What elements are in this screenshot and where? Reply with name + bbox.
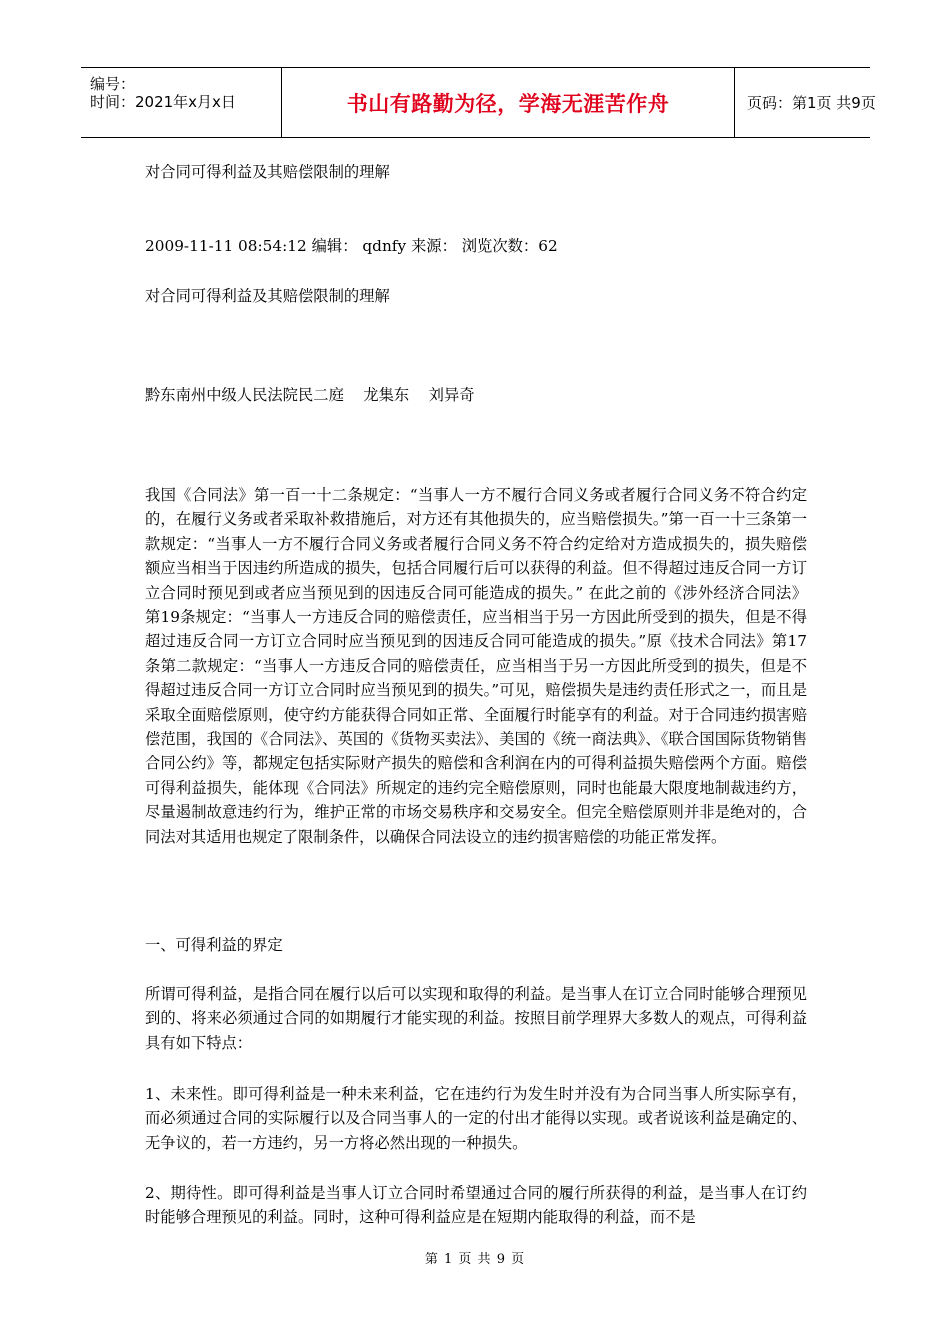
page-header bbox=[81, 67, 876, 138]
paragraph-expectancy: 2、期待性。即可得利益是当事人订立合同时希望通过合同的履行所获得的利益，是当事人在订约时能够合理预见的利益。同时，这种可得利益应是在短期内能取得的利益，而不是 bbox=[145, 1184, 807, 1227]
header-motto: 书山有路勤为径，学海无涯苦作舟 bbox=[346, 91, 670, 116]
document-title: 对合同可得利益及其赔偿限制的理解 bbox=[145, 163, 390, 181]
header-page-code: 页码：第1页 共9页 bbox=[747, 94, 876, 112]
document-authors: 黔东南州中级人民法院民二庭 龙集东 刘异奇 bbox=[145, 386, 475, 404]
paragraph-futurity: 1、未来性。即可得利益是一种未来利益，它在违约行为发生时并没有为合同当事人所实际享有，而必须通过合同的实际履行以及合同当事人的一定的付出才能得以实现。或者说该利益是确定的、无争议的，若一方违约，另一方将必然出现的一种损失。 bbox=[145, 1085, 807, 1152]
header-motto-cell bbox=[282, 68, 735, 137]
section-heading: 一、可得利益的界定 bbox=[145, 936, 283, 954]
document-title-repeat: 对合同可得利益及其赔偿限制的理解 bbox=[145, 287, 390, 305]
paragraph-intro: 我国《合同法》第一百一十二条规定：“当事人一方不履行合同义务或者履行合同义务不符合约定的，在履行义务或者采取补救措施后，对方还有其他损失的，应当赔偿损失。”第一百一十三条第一款规定：“当事人一方不履行合同义务或者履行合同义务不符合约定给对方造成损失的，损失赔偿额应当相当于因违约所造成的损失，包括合同履行后可以获得的利益。但不得超过违反合同一方订立合同时预见到或者应当预见到的因违反合同可能造成的损失。” 在此之前的《涉外经济合同法》第19条规定：“当事人一方违反合同的赔偿责任，应当相当于另一方因此所受到的损失，但是不得超过违反合同一方订立合同时应当预见到的因违反合同可能造成的损失。”原《技术合同法》第17条第二款规定：“当事人一方违反合同的赔偿责任，应当相当于另一方因此所受到的损失，但是不得超过违反合同一方订立合同时应当预见到的损失。”可见，赔偿损失是违约责任形式之一，而且是采取全面赔偿原则，使守约方能获得合同如正常、全面履行时能享有的利益。对于合同违约损害赔偿范围，我国的《合同法》、英国的《货物买卖法》、美国的《统一商法典》、《联合国国际货物销售合同公约》等，都规定包括实际财产损失的赔偿和含利润在内的可得利益损失赔偿两个方面。赔偿可得利益损失，能体现《合同法》所规定的违约完全赔偿原则，同时也能最大限度地制裁违约方，尽量遏制故意违约行为，维护正常的市场交易秩序和交易安全。但完全赔偿原则并非是绝对的，合同法对其适用也规定了限制条件，以确保合同法设立的违约损害赔偿的功能正常发挥。 bbox=[145, 486, 807, 846]
document-meta: 2009-11-11 08:54:12 编辑： qdnfy 来源： 浏览次数：62 bbox=[145, 237, 558, 255]
page-footer: 第 1 页 共 9 页 bbox=[424, 1252, 526, 1267]
header-date: 时间：2021年x月x日 bbox=[90, 93, 236, 111]
header-meta-cell bbox=[81, 68, 282, 137]
paragraph-definition: 所谓可得利益，是指合同在履行以后可以实现和取得的利益。是当事人在订立合同时能够合理预见到的、将来必须通过合同的如期履行才能实现的利益。按照目前学理界大多数人的观点，可得利益具有如下特点： bbox=[145, 985, 807, 1052]
serial-number-label: 编号： bbox=[90, 75, 136, 93]
